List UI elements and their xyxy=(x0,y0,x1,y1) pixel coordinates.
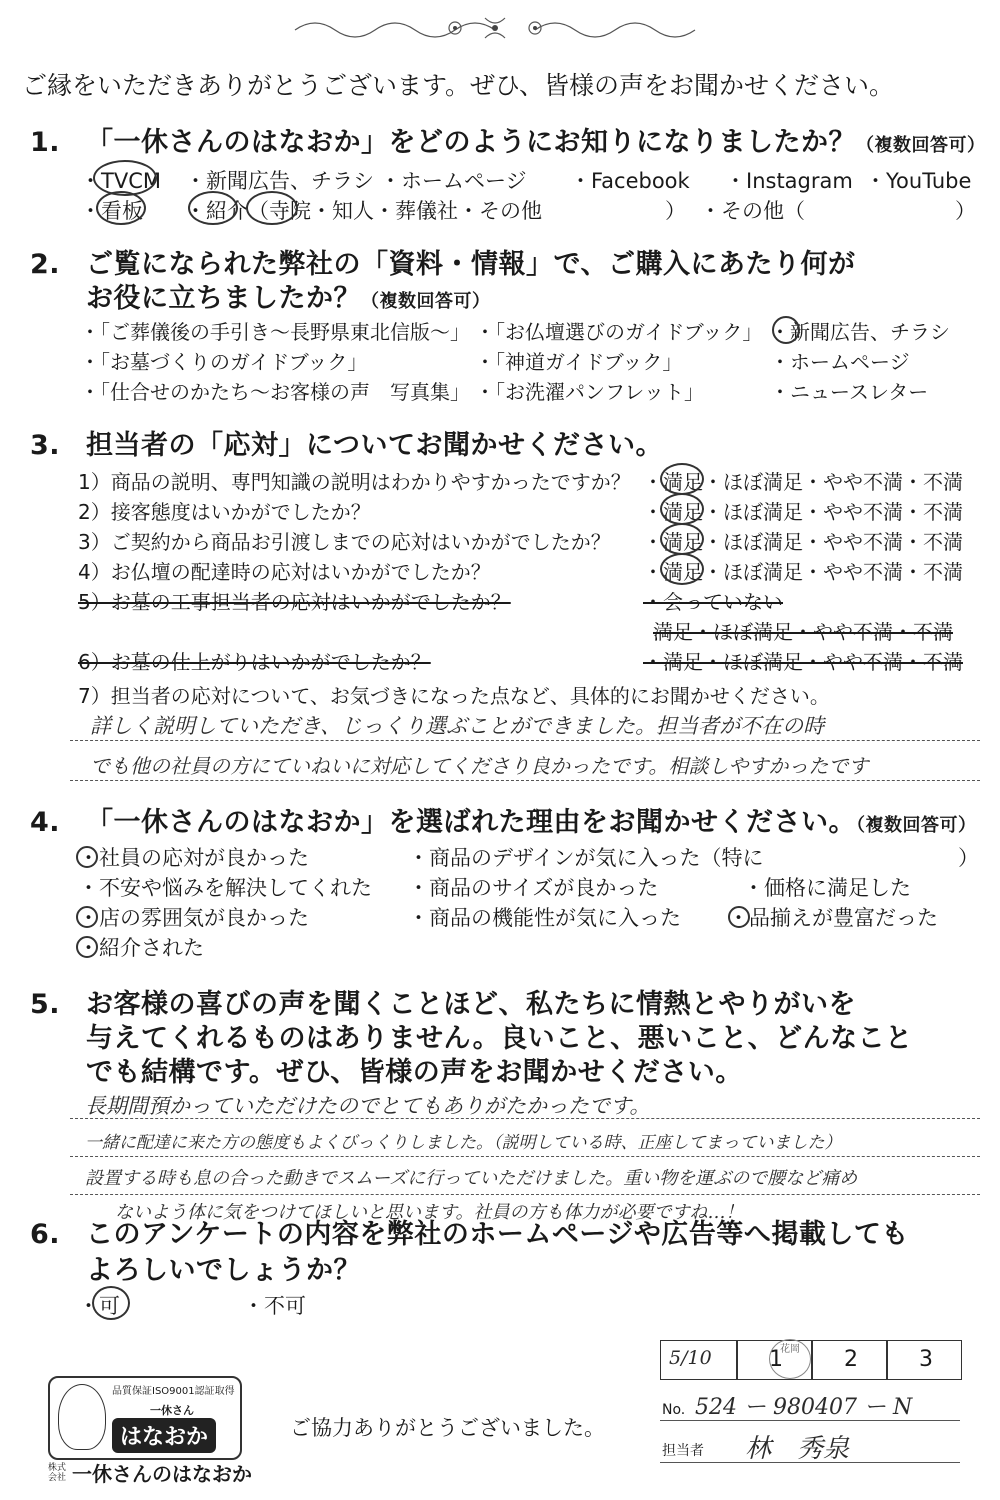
q3-scale-3[interactable]: ・ 満足・ほぼ満足・やや不満・不満 xyxy=(643,526,963,555)
logo-main-text: はなおか xyxy=(112,1418,216,1453)
tracking-box xyxy=(660,1340,962,1380)
answer-circle xyxy=(772,316,800,344)
company-name: 一休さんのはなおか xyxy=(72,1462,252,1486)
q2-number: 2. xyxy=(30,249,61,280)
q3-handwritten-1: 詳しく説明していただき、じっくり選ぶことができました。担当者が不在の時 xyxy=(90,714,825,738)
q1-title: 「一休さんのはなおか」をどのようにお知りになりましたか？ xyxy=(86,127,856,158)
q4-options xyxy=(78,842,978,967)
q2-option-photo-book[interactable]: ・ 「仕合せのかたち～お客様の声 写真集」 xyxy=(80,376,470,405)
q2-title-line1: ご覧になられた弊社の「資料・情報」で、ご購入にあたり何が xyxy=(86,249,856,280)
q1-option-youtube[interactable]: ・ YouTube xyxy=(865,165,971,195)
logo-certification: 品質保証ISO9001認証取得 xyxy=(112,1386,235,1397)
q1-option-newspaper[interactable]: ・ 新聞広告、チラシ xyxy=(185,165,374,195)
logo-small-text: 一休さん xyxy=(150,1404,194,1417)
q3-scale-2[interactable]: ・ 満足・ほぼ満足・やや不満・不満 xyxy=(643,496,963,525)
q2-option-funeral-guide[interactable]: ・ 「ご葬儀後の手引き～長野県東北信版～」 xyxy=(80,316,470,345)
q5-title-line2: 与えてくれるものはありません。良いこと、悪いこと、どんなこと xyxy=(86,1023,913,1054)
q2-option-laundry-pamphlet[interactable]: ・ 「お洗濯パンフレット」 xyxy=(475,376,704,405)
q5-handwritten-3: 設置する時も息の合った動きでスムーズに行っていただけました。重い物を運ぶので腰など痛め xyxy=(85,1168,858,1189)
q4-design-close: ） xyxy=(958,846,979,870)
q5-number: 5. xyxy=(30,989,61,1020)
company-logo xyxy=(48,1376,242,1460)
q3-title: 担当者の「応対」についてお聞かせください。 xyxy=(86,430,663,461)
q4-number: 4. xyxy=(30,807,61,838)
answer-circle xyxy=(188,191,238,225)
write-line xyxy=(70,1194,980,1195)
answer-circle xyxy=(660,523,704,555)
answer-circle xyxy=(76,906,98,928)
write-line xyxy=(70,1156,980,1157)
q6-heading xyxy=(30,1212,909,1251)
write-line xyxy=(70,740,980,741)
q4-note: （複数回答可） xyxy=(856,815,977,836)
answer-circle xyxy=(660,463,704,495)
q5-title-line3: でも結構です。ぜひ、皆様の声をお聞かせください。 xyxy=(86,1057,743,1088)
q1-referral-close: ） xyxy=(665,199,686,223)
q2-options xyxy=(80,316,980,416)
q2-option-newspaper[interactable]: ・ 新聞広告、チラシ xyxy=(770,316,950,345)
q1-note: （複数回答可） xyxy=(856,135,986,156)
q2-option-butsudan-guide[interactable]: ・ 「お仏壇選びのガイドブック」 xyxy=(475,316,762,345)
q2-title-line2: お役に立ちましたか？ xyxy=(86,283,361,314)
q4-option-design[interactable]: ・ 商品のデザインが気に入った（特に xyxy=(408,842,764,872)
q4-option-atmosphere[interactable]: ・ 店の雰囲気が良かった xyxy=(78,902,309,932)
q1-number: 1. xyxy=(30,127,61,158)
answer-circle xyxy=(660,553,704,585)
q3-item-6: 6）お墓の仕上がりはいかがでしたか？ xyxy=(78,650,431,674)
decorative-ornament xyxy=(285,8,715,48)
q2-heading-line2 xyxy=(86,276,491,315)
q1-option-referral[interactable]: ・ 紹介（寺院・知人・葬儀社・その他 xyxy=(185,195,542,225)
q4-title: 「一休さんのはなおか」を選ばれた理由をお聞かせください。 xyxy=(86,807,856,838)
answer-circle xyxy=(76,846,98,868)
q2-option-newsletter[interactable]: ・ ニュースレター xyxy=(770,376,928,405)
no-underline xyxy=(660,1420,960,1421)
q4-option-size[interactable]: ・ 商品のサイズが良かった xyxy=(408,872,658,902)
staff-value: 林 秀泉 xyxy=(745,1434,850,1464)
intro-text: ご縁をいただきありがとうございます。ぜひ、皆様の声をお聞かせください。 xyxy=(22,71,895,100)
q3-item-3: 3）ご契約から商品お引渡しまでの応対はいかがでしたか？ xyxy=(78,530,611,554)
q6-no-label: ・ 不可 xyxy=(243,1294,306,1318)
q3-item-1: 1）商品の説明、専門知識の説明はわかりやすかったですか？ xyxy=(78,470,631,494)
q6-title-line2: よろしいでしょうか？ xyxy=(86,1255,361,1286)
q1-option-instagram[interactable]: ・ Instagram xyxy=(725,165,853,195)
q4-option-referral[interactable]: ・ 紹介された xyxy=(78,932,204,962)
q2-option-grave-guide[interactable]: ・ 「お墓づくりのガイドブック」 xyxy=(80,346,367,375)
box-date: 5/10 xyxy=(669,1347,712,1369)
q3-scale-6[interactable]: ・ 満足・ほぼ満足・やや不満・不満 xyxy=(643,646,963,675)
q1-option-other[interactable]: ・ その他（ xyxy=(700,195,805,225)
q3-items xyxy=(78,466,988,696)
box-cell-3: 3 xyxy=(919,1347,933,1372)
q1-option-tvcm[interactable]: ・ TVCM xyxy=(80,165,161,195)
q1-option-signboard[interactable]: ・ 看板 xyxy=(80,195,143,225)
q6-yes-label: ・ 可 xyxy=(78,1294,120,1318)
box-cell-2: 2 xyxy=(844,1347,858,1372)
q3-not-met[interactable]: ・ 会っていない xyxy=(643,586,783,615)
q3-handwritten-2: でも他の社員の方にていねいに対応してくださり良かったです。相談しやすかったです xyxy=(90,754,869,778)
answer-circle xyxy=(96,191,146,225)
q3-scale-5[interactable]: 満足・ほぼ満足・やや不満・不満 xyxy=(653,620,953,644)
q6-number: 6. xyxy=(30,1219,61,1250)
staff-label: 担当者 xyxy=(662,1443,704,1459)
no-value: 524 ー 980407 ー N xyxy=(695,1395,913,1420)
q3-heading xyxy=(30,423,663,462)
q1-option-homepage[interactable]: ・ ホームページ xyxy=(380,165,527,195)
q5-handwritten-4: ないよう体に気をつけてほしいと思います。社員の方も体力が必要ですね…！ xyxy=(115,1202,744,1223)
q5-handwritten-1: 長期間預かっていただけたのでとてもありがたかったです。 xyxy=(85,1094,651,1118)
q3-number: 3. xyxy=(30,430,61,461)
box-cell-1: 1 xyxy=(769,1347,783,1372)
q4-heading xyxy=(30,800,977,839)
q6-title-line1: このアンケートの内容を弊社のホームページや広告等へ掲載しても xyxy=(86,1219,909,1250)
answer-circle xyxy=(660,493,704,525)
q2-option-shinto-guide[interactable]: ・ 「神道ガイドブック」 xyxy=(475,346,682,375)
company-prefix: 株式会社 xyxy=(48,1463,67,1483)
monk-mascot-icon xyxy=(58,1384,106,1450)
stamp-seal: 花岡 xyxy=(769,1339,811,1379)
q4-option-price[interactable]: ・ 価格に満足した xyxy=(743,872,911,902)
q1-option-facebook[interactable]: ・ Facebook xyxy=(570,165,690,195)
thanks-text: ご協力ありがとうございました。 xyxy=(290,1416,605,1440)
answer-circle xyxy=(246,191,298,225)
no-label: No. xyxy=(662,1402,686,1418)
q1-other-close: ） xyxy=(955,199,976,223)
q4-option-selection[interactable]: ・ 品揃えが豊富だった xyxy=(728,902,938,932)
q4-option-staff[interactable]: ・ 社員の応対が良かった xyxy=(78,842,309,872)
q3-item-2: 2）接客態度はいかがでしたか？ xyxy=(78,500,371,524)
q3-scale-4[interactable]: ・ 満足・ほぼ満足・やや不満・不満 xyxy=(643,556,963,585)
q3-item-7: 7）担当者の応対について、お気づきになった点など、具体的にお聞かせください。 xyxy=(78,684,830,708)
write-line xyxy=(70,780,980,781)
q3-scale-1[interactable]: ・ 満足・ほぼ満足・やや不満・不満 xyxy=(643,466,963,495)
q3-item-4: 4）お仏壇の配達時の応対はいかがでしたか？ xyxy=(78,560,491,584)
q2-note: （複数回答可） xyxy=(361,291,491,312)
q4-option-solved-worries[interactable]: ・ 不安や悩みを解決してくれた xyxy=(78,872,372,902)
q1-heading xyxy=(30,120,986,159)
staff-underline xyxy=(660,1462,960,1463)
q5-handwritten-2: 一緒に配達に来た方の態度もよくびっくりしました。（説明している時、正座してまっていました） xyxy=(85,1133,842,1153)
q3-item-5: 5）お墓の工事担当者の応対はいかがでしたか？ xyxy=(78,590,511,614)
q2-option-homepage[interactable]: ・ ホームページ xyxy=(770,346,910,375)
answer-circle xyxy=(76,936,98,958)
q4-option-function[interactable]: ・ 商品の機能性が気に入った xyxy=(408,902,681,932)
q5-title-line1: お客様の喜びの声を聞くことほど、私たちに情熱とやりがいを xyxy=(86,989,856,1020)
answer-circle xyxy=(92,1286,130,1320)
answer-circle xyxy=(728,906,750,928)
q6-option-no[interactable] xyxy=(243,1290,306,1320)
